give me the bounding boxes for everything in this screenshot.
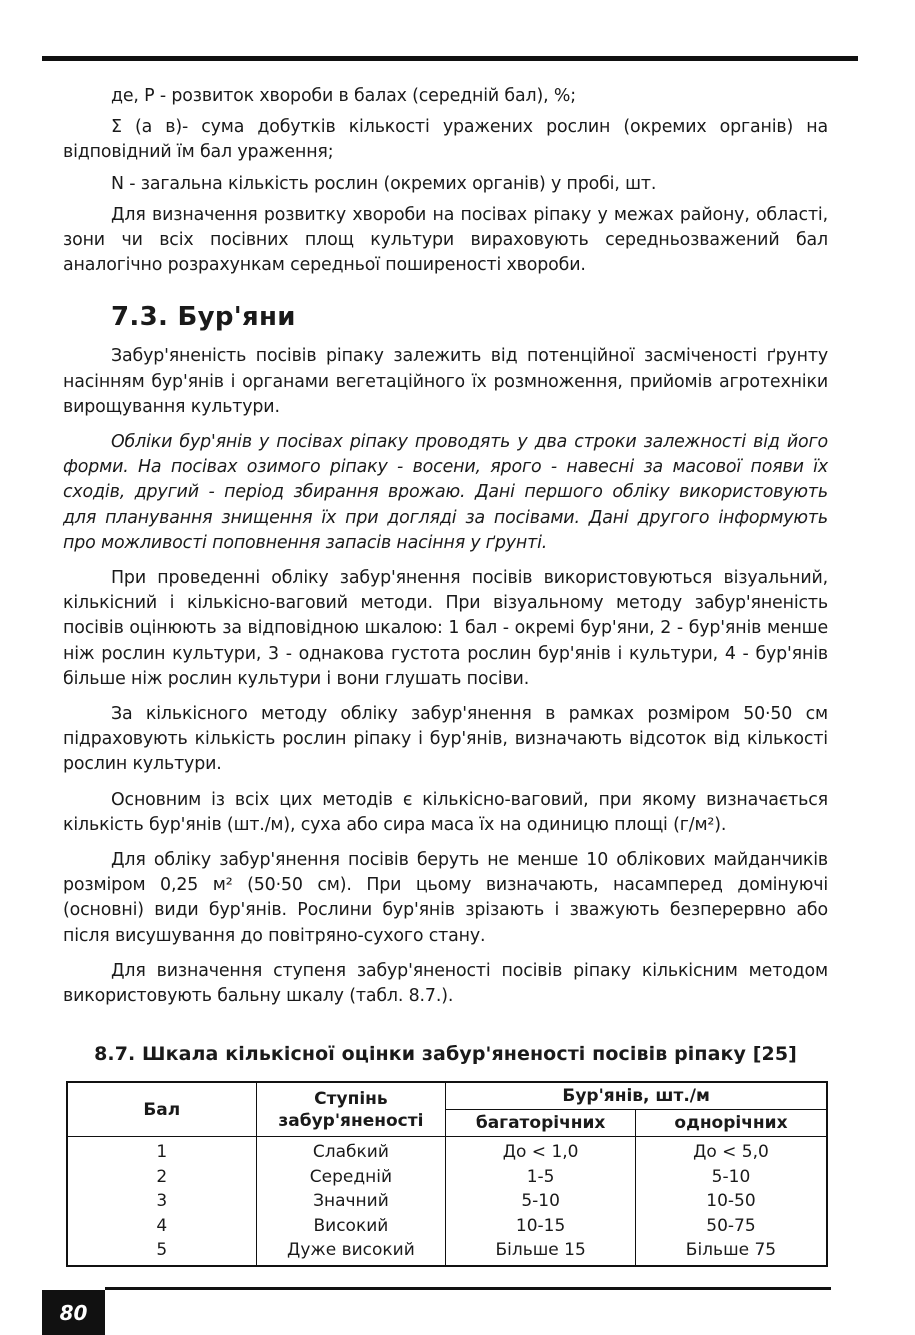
cell-perennial: 10-15 bbox=[446, 1214, 636, 1239]
header-weeds: Бур'янів, шт./м bbox=[446, 1082, 827, 1110]
paragraph: Для визначення розвитку хвороби на посівах ріпаку у межах району, області, зони чи всіх посівних площ культури вираховують середньозважений бал аналогічно розрахункам середньої поширеності хвороби. bbox=[63, 204, 828, 276]
table-row bbox=[67, 1214, 827, 1239]
header-rule bbox=[42, 56, 858, 61]
table-row bbox=[67, 1137, 827, 1165]
paragraph: де, P - розвиток хвороби в балах (середній бал), %; bbox=[111, 86, 576, 106]
cell-degree: Слабкий bbox=[256, 1137, 446, 1165]
cell-degree: Дуже високий bbox=[256, 1238, 446, 1266]
page-content bbox=[63, 84, 828, 1267]
table-row bbox=[67, 1238, 827, 1266]
cell-perennial: 5-10 bbox=[446, 1189, 636, 1214]
section-title: 7.3. Бур'яни bbox=[111, 302, 296, 333]
cell-perennial: До < 1,0 bbox=[446, 1137, 636, 1165]
cell-bal: 2 bbox=[67, 1165, 256, 1190]
cell-annual: До < 5,0 bbox=[635, 1137, 827, 1165]
cell-perennial: Більше 15 bbox=[446, 1238, 636, 1266]
cell-perennial: 1-5 bbox=[446, 1165, 636, 1190]
table-row bbox=[67, 1165, 827, 1190]
cell-annual: Більше 75 bbox=[635, 1238, 827, 1266]
cell-annual: 50-75 bbox=[635, 1214, 827, 1239]
cell-bal: 4 bbox=[67, 1214, 256, 1239]
cell-bal: 3 bbox=[67, 1189, 256, 1214]
paragraph: N - загальна кількість рослин (окремих органів) у пробі, шт. bbox=[111, 173, 657, 194]
paragraph: Для визначення ступеня забур'яненості посівів ріпаку кількісним методом використовують бальну шкалу (табл. 8.7.). bbox=[63, 960, 828, 1007]
paragraph: Обліки бур'янів у посівах ріпаку проводять у два строки залежності від його форми. На посівах озимого ріпаку - восени, ярого - навесні за масової появи їх сходів, другий - період збирання врожаю. Дані першого обліку використовують для планування знищення їх при догляді за посівами. Дані другого інформують про можливості поповнення запасів насіння у ґрунті. bbox=[63, 432, 828, 553]
table-title: 8.7. Шкала кількісної оцінки забур'яненості посівів ріпаку [25] bbox=[94, 1043, 797, 1066]
paragraph: Основним із всіх цих методів є кількісно-ваговий, при якому визначається кількість бур'янів (шт./м), суха або сира маса їх на одиницю площі (г/м²). bbox=[63, 789, 828, 835]
cell-bal: 1 bbox=[67, 1137, 256, 1165]
cell-annual: 5-10 bbox=[635, 1165, 827, 1190]
paragraph: За кількісного методу обліку забур'янення в рамках розміром 50·50 см підраховують кількість рослин ріпаку і бур'янів, визначають відсоток від кількості рослин культури. bbox=[63, 704, 828, 775]
cell-degree: Середній bbox=[256, 1165, 446, 1190]
paragraph: Для обліку забур'янення посівів беруть не менше 10 облікових майданчиків розміром 0,25 м² (50·50 см). При цьому визначають, насамперед домінуючі (основні) види бур'янів. Рослини бур'янів зрізають і зважують безперервно або після висушування до повітряно-сухого стану. bbox=[63, 850, 828, 946]
header-annual: однорічних bbox=[635, 1110, 827, 1137]
paragraph: При проведенні обліку забур'янення посівів використовуються візуальний, кількісний і кількісно-ваговий методи. При візуальному методу забур'яненість посівів оцінюють за відповідною шкалою: 1 бал - окремі бур'яни, 2 - бур'янів менше ніж рослин культури, 3 - однакова густота рослин бур'янів і культури, 4 - бур'янів більше ніж рослин культури і вони глушать посіви. bbox=[63, 568, 828, 689]
page-number: 80 bbox=[42, 1290, 105, 1335]
cell-degree: Високий bbox=[256, 1214, 446, 1239]
cell-degree: Значний bbox=[256, 1189, 446, 1214]
weed-scale-table bbox=[66, 1081, 828, 1267]
footer-rule bbox=[105, 1287, 831, 1290]
paragraph: Σ (а в)- сума добутків кількості уражених рослин (окремих органів) на відповідний їм бал ураження; bbox=[63, 117, 828, 163]
cell-annual: 10-50 bbox=[635, 1189, 827, 1214]
header-bal: Бал bbox=[67, 1082, 256, 1137]
header-perennial: багаторічних bbox=[446, 1110, 636, 1137]
paragraph: Забур'яненість посівів ріпаку залежить від потенційної засміченості ґрунту насінням бур'янів і органами вегетаційного їх розмноження, прийомів агротехніки вирощування культури. bbox=[63, 346, 828, 417]
cell-bal: 5 bbox=[67, 1238, 256, 1266]
table-row bbox=[67, 1189, 827, 1214]
header-degree: Ступінь забур'яненості bbox=[256, 1082, 446, 1137]
